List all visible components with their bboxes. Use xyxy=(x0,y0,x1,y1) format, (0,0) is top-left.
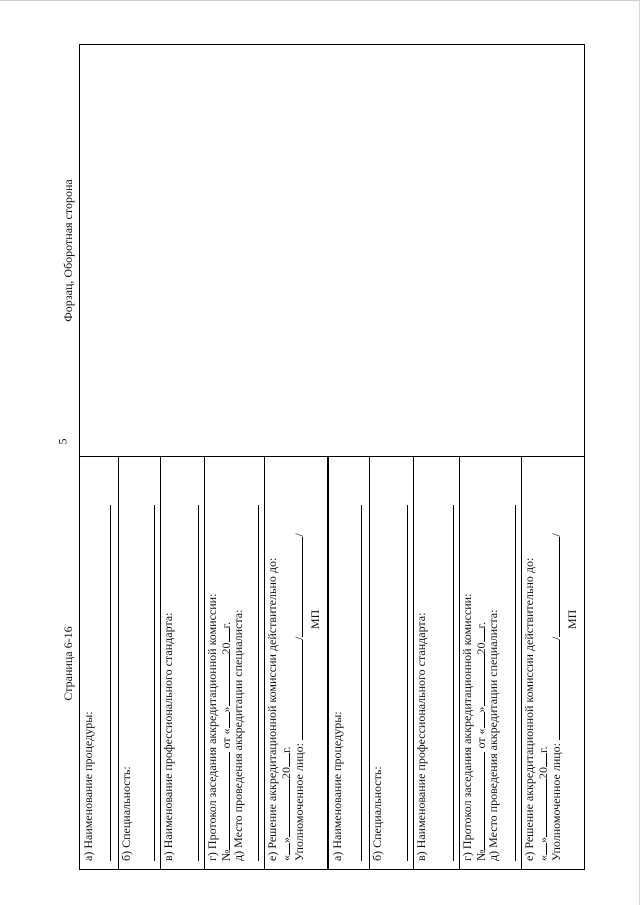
authorized-line xyxy=(292,465,306,861)
authorized-label: Уполномоченное лицо: xyxy=(292,742,306,861)
procedure-section xyxy=(80,457,118,869)
protocol-month-field[interactable] xyxy=(219,654,230,706)
protocol-section xyxy=(459,457,521,869)
protocol-year-field[interactable] xyxy=(219,628,230,642)
signature-slash-end: / xyxy=(549,533,563,537)
place-write-line[interactable] xyxy=(515,505,516,861)
protocol-quote: » xyxy=(219,706,233,713)
decision-year-field[interactable] xyxy=(279,753,290,767)
decision-date-line xyxy=(536,465,550,861)
page-number: 5 xyxy=(55,438,70,445)
procedure-write-line[interactable] xyxy=(361,505,362,861)
accreditation-block-1 xyxy=(80,457,327,869)
specialty-section xyxy=(369,457,413,869)
decision-year: 20 xyxy=(279,767,293,779)
protocol-year-field[interactable] xyxy=(474,628,485,642)
rotated-sheet xyxy=(59,44,585,870)
page-caption: Страница 6-16 xyxy=(61,626,75,701)
protocol-year-suffix: г. xyxy=(474,621,488,629)
standard-label: в) Наименование профессионального стандарта: xyxy=(161,612,175,861)
specialty-label: б) Специальность: xyxy=(119,766,133,861)
standard-section xyxy=(413,457,459,869)
place-write-line[interactable] xyxy=(258,505,259,861)
protocol-year-suffix: г. xyxy=(219,621,233,629)
decision-quote-close: » xyxy=(279,837,293,843)
authorized-name-field[interactable] xyxy=(549,537,560,637)
form-frame xyxy=(79,44,585,870)
standard-write-line[interactable] xyxy=(453,505,454,861)
signature-slash-end: / xyxy=(292,533,306,537)
decision-year: 20 xyxy=(536,767,550,779)
stamp-mark: МП xyxy=(565,609,579,629)
accreditation-block-2 xyxy=(329,457,584,869)
protocol-day-field[interactable] xyxy=(474,712,485,728)
decision-section xyxy=(264,457,327,869)
signature-slash: / xyxy=(292,636,306,640)
authorized-signature-field[interactable] xyxy=(549,640,560,740)
decision-month-field[interactable] xyxy=(536,779,547,837)
authorized-name-field[interactable] xyxy=(292,537,303,637)
authorized-signature-field[interactable] xyxy=(292,640,303,740)
stamp-mark: МП xyxy=(308,609,322,629)
protocol-number-field[interactable] xyxy=(474,752,485,850)
authorized-label: Уполномоченное лицо: xyxy=(549,742,563,861)
standard-write-line[interactable] xyxy=(198,505,199,861)
place-label: д) Место проведения аккредитации специалиста: xyxy=(231,609,245,861)
decision-quote-open: « xyxy=(536,855,550,861)
protocol-month-field[interactable] xyxy=(474,654,485,706)
decision-month-field[interactable] xyxy=(279,779,290,837)
decision-section xyxy=(521,457,584,869)
protocol-from: от « xyxy=(219,728,233,749)
specialty-write-line[interactable] xyxy=(154,505,155,861)
left-column xyxy=(80,457,584,869)
specialty-write-line[interactable] xyxy=(407,505,408,861)
decision-day-field[interactable] xyxy=(279,843,290,855)
standard-section xyxy=(160,457,204,869)
decision-quote-close: » xyxy=(536,837,550,843)
standard-label: в) Наименование профессионального стандарта: xyxy=(414,612,428,861)
decision-year-suffix: г. xyxy=(279,746,293,753)
protocol-from: от « xyxy=(474,728,488,749)
procedure-write-line[interactable] xyxy=(110,505,111,861)
protocol-quote: » xyxy=(474,706,488,713)
decision-label: е) Решение аккредитационной комиссии действительно до: xyxy=(522,557,536,861)
scan-edge-top xyxy=(0,0,640,1)
procedure-section xyxy=(329,457,369,869)
protocol-no-sign: № xyxy=(474,849,488,861)
decision-day-field[interactable] xyxy=(536,843,547,855)
protocol-number-field[interactable] xyxy=(219,752,230,850)
protocol-section xyxy=(204,457,264,869)
decision-year-field[interactable] xyxy=(536,753,547,767)
procedure-label: а) Наименование процедуры: xyxy=(330,711,344,861)
decision-year-suffix: г. xyxy=(536,746,550,753)
decision-label: е) Решение аккредитационной комиссии действительно до: xyxy=(265,557,279,861)
specialty-label: б) Специальность: xyxy=(370,766,384,861)
authorized-line xyxy=(549,465,563,861)
protocol-label: г) Протокол заседания аккредитационной комиссии: xyxy=(460,593,474,861)
decision-quote-open: « xyxy=(279,855,293,861)
flyleaf-caption: Форзац, Оборотная сторона xyxy=(61,179,75,322)
protocol-year: 20 xyxy=(474,642,488,655)
protocol-no-sign: № xyxy=(219,849,233,861)
decision-date-line xyxy=(279,465,293,861)
protocol-day-field[interactable] xyxy=(219,712,230,728)
procedure-label: а) Наименование процедуры: xyxy=(81,711,95,861)
place-label: д) Место проведения аккредитации специалиста: xyxy=(486,609,500,861)
protocol-label: г) Протокол заседания аккредитационной комиссии: xyxy=(205,593,219,861)
specialty-section xyxy=(118,457,160,869)
protocol-year: 20 xyxy=(219,642,233,655)
signature-slash: / xyxy=(549,636,563,640)
